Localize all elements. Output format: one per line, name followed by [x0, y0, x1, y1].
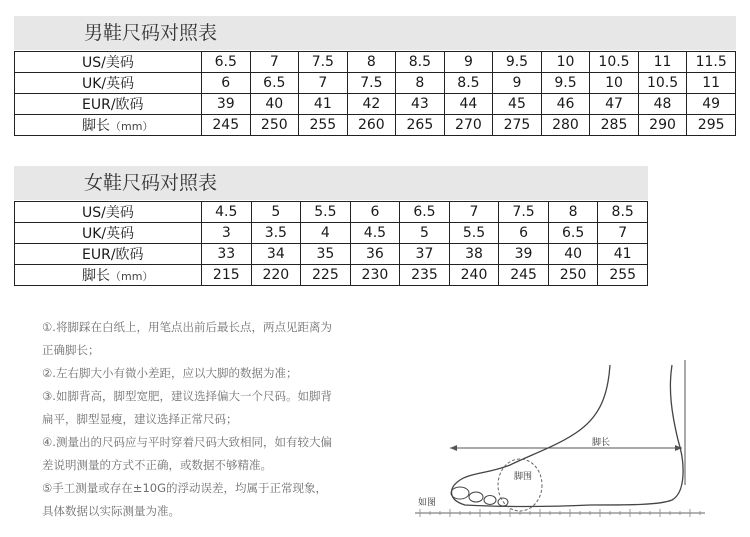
size-cell: 6.5: [400, 202, 450, 223]
size-row-label: [15, 223, 202, 244]
row-label-text: EUR/欧码: [82, 247, 144, 263]
row-label-text: EUR/欧码: [82, 97, 144, 113]
row-unit-text: （mm）: [110, 270, 154, 283]
size-row-label: [15, 202, 202, 223]
size-cell: 4.5: [350, 223, 400, 244]
row-label-text: 脚长: [82, 268, 110, 284]
size-cell: 10: [590, 73, 639, 94]
women-size-chart-title: 女鞋尺码对照表: [14, 166, 648, 200]
size-cell: 6: [202, 73, 251, 94]
size-row: [15, 94, 736, 115]
size-cell: 5.5: [301, 202, 351, 223]
size-cell: 235: [400, 265, 450, 286]
size-cell: 6.5: [250, 73, 299, 94]
size-cell: 7: [299, 73, 348, 94]
instruction-line: 正确脚长；: [42, 343, 100, 357]
size-cell: 42: [347, 94, 396, 115]
size-cell: 8.5: [396, 52, 445, 73]
size-cell: 7.5: [347, 73, 396, 94]
size-cell: 5: [251, 202, 301, 223]
size-cell: 250: [548, 265, 598, 286]
size-cell: 40: [548, 244, 598, 265]
size-cell: 215: [202, 265, 252, 286]
foot-illustration: [410, 355, 710, 530]
instruction-line: ②.左右脚大小有微小差距，应以大脚的数据为准；: [42, 366, 298, 380]
size-cell: 260: [347, 115, 396, 136]
size-cell: 8: [347, 52, 396, 73]
instruction-line: 差说明测量的方式不正确，或数据不够精准。: [42, 458, 272, 472]
size-cell: 37: [400, 244, 450, 265]
size-cell: 245: [499, 265, 549, 286]
size-cell: 7.5: [499, 202, 549, 223]
size-cell: 7.5: [299, 52, 348, 73]
women-size-table: [14, 201, 648, 286]
size-cell: 4: [301, 223, 351, 244]
size-cell: 45: [493, 94, 542, 115]
size-row: [15, 202, 648, 223]
size-row: [15, 73, 736, 94]
size-cell: 270: [444, 115, 493, 136]
size-cell: 255: [598, 265, 648, 286]
size-cell: 6: [350, 202, 400, 223]
instruction-line: 扁平，脚型显瘦，建议选择正常尺码；: [42, 412, 238, 426]
row-label-text: US/美码: [82, 55, 134, 71]
size-cell: 11.5: [687, 52, 736, 73]
size-cell: 6.5: [202, 52, 251, 73]
size-cell: 11: [638, 52, 687, 73]
size-cell: 275: [493, 115, 542, 136]
toe-third: [484, 496, 496, 505]
size-cell: 49: [687, 94, 736, 115]
size-cell: 6: [499, 223, 549, 244]
size-cell: 41: [598, 244, 648, 265]
size-cell: 7: [598, 223, 648, 244]
size-cell: 285: [590, 115, 639, 136]
size-cell: 4.5: [202, 202, 252, 223]
size-cell: 220: [251, 265, 301, 286]
size-cell: 3: [202, 223, 252, 244]
size-cell: 8.5: [444, 73, 493, 94]
size-cell: 8: [396, 73, 445, 94]
size-cell: 10: [541, 52, 590, 73]
size-row: [15, 223, 648, 244]
measurement-instructions: [42, 316, 382, 523]
size-cell: 8: [548, 202, 598, 223]
size-cell: 265: [396, 115, 445, 136]
size-row: [15, 52, 736, 73]
size-cell: 9: [444, 52, 493, 73]
diagram-see-figure-label: 如图: [418, 498, 437, 508]
size-cell: 240: [449, 265, 499, 286]
size-cell: 3.5: [251, 223, 301, 244]
size-cell: 39: [202, 94, 251, 115]
size-cell: 46: [541, 94, 590, 115]
foot-circumference-label: 脚围: [514, 472, 533, 482]
toe-big: [451, 487, 469, 499]
foot-outline: [452, 365, 684, 507]
instruction-line: ④.测量出的尺码应与平时穿着尺码大致相同，如有较大偏: [42, 435, 332, 449]
size-cell: 250: [250, 115, 299, 136]
size-cell: 295: [687, 115, 736, 136]
size-cell: 245: [202, 115, 251, 136]
size-row: [15, 244, 648, 265]
size-cell: 10.5: [638, 73, 687, 94]
size-cell: 34: [251, 244, 301, 265]
instruction-line: ①.将脚踩在白纸上，用笔点出前后最长点，两点见距离为: [42, 320, 332, 334]
size-cell: 33: [202, 244, 252, 265]
size-cell: 225: [301, 265, 351, 286]
instruction-line: ③.如脚背高，脚型宽肥，建议选择偏大一个尺码。如脚背: [42, 389, 332, 403]
size-cell: 9.5: [493, 52, 542, 73]
size-cell: 255: [299, 115, 348, 136]
size-cell: 10.5: [590, 52, 639, 73]
size-row-label: [15, 52, 202, 73]
row-label-text: 脚长: [82, 118, 110, 134]
size-row-label: [15, 94, 202, 115]
size-cell: 230: [350, 265, 400, 286]
size-cell: 9: [493, 73, 542, 94]
size-cell: 9.5: [541, 73, 590, 94]
size-cell: 41: [299, 94, 348, 115]
size-cell: 5.5: [449, 223, 499, 244]
men-size-table: [14, 51, 736, 136]
size-row: [15, 115, 736, 136]
size-cell: 47: [590, 94, 639, 115]
row-label-text: US/美码: [82, 205, 134, 221]
foot-length-label: 脚长: [592, 438, 611, 448]
size-cell: 280: [541, 115, 590, 136]
row-label-text: UK/英码: [82, 226, 135, 242]
size-cell: 48: [638, 94, 687, 115]
row-unit-text: （mm）: [110, 120, 154, 133]
row-label-text: UK/英码: [82, 76, 135, 92]
men-size-chart-title: 男鞋尺码对照表: [14, 16, 736, 50]
size-cell: 38: [449, 244, 499, 265]
size-row: [15, 265, 648, 286]
foot-measurement-diagram: [410, 355, 710, 530]
size-cell: 44: [444, 94, 493, 115]
size-row-label: [15, 73, 202, 94]
size-cell: 7: [250, 52, 299, 73]
size-cell: 35: [301, 244, 351, 265]
size-row-label: [15, 265, 202, 286]
size-cell: 39: [499, 244, 549, 265]
instruction-line: ⑤手工测量或存在±10G的浮动误差，均属于正常现象，: [42, 481, 327, 495]
size-cell: 8.5: [598, 202, 648, 223]
toe-second: [469, 492, 483, 502]
size-cell: 40: [250, 94, 299, 115]
size-row-label: [15, 244, 202, 265]
size-cell: 5: [400, 223, 450, 244]
size-cell: 6.5: [548, 223, 598, 244]
size-cell: 7: [449, 202, 499, 223]
size-cell: 290: [638, 115, 687, 136]
size-row-label: [15, 115, 202, 136]
size-cell: 36: [350, 244, 400, 265]
length-arrow-left-head: [450, 445, 457, 451]
size-cell: 11: [687, 73, 736, 94]
instruction-line: 具体数据以实际测量为准。: [42, 504, 180, 518]
size-cell: 43: [396, 94, 445, 115]
